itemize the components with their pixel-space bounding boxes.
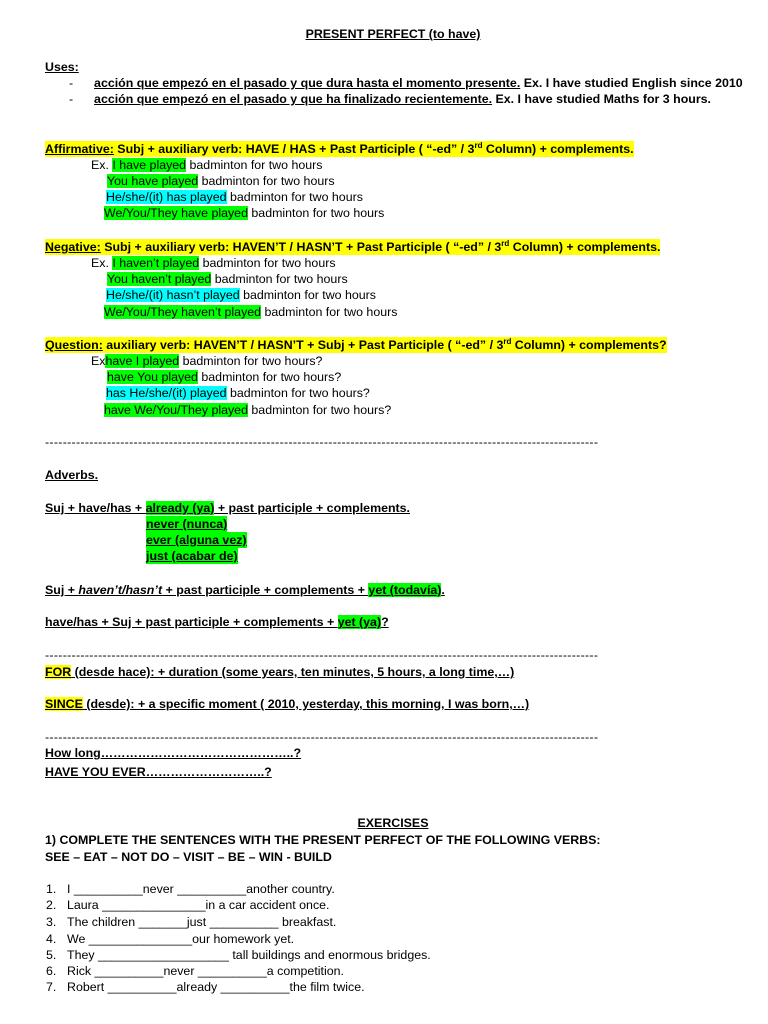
rule-1-b: + past participle + complements. — [214, 501, 411, 515]
affirmative-example-4 — [104, 205, 384, 221]
affirmative-label: Affirmative: — [45, 142, 114, 156]
exercise-text: They ___________________ tall buildings and enormous bridges. — [67, 948, 431, 962]
example-rest: badminton for two hours — [247, 206, 385, 220]
bullet: - — [69, 76, 74, 90]
exercise-text: Laura _______________in a car accident once. — [67, 898, 330, 912]
highlight: You have played — [107, 174, 199, 188]
example-rest: badminton for two hours? — [226, 386, 370, 400]
exercise-number: 1. — [46, 882, 57, 896]
highlight: has He/she/(it) played — [106, 386, 227, 400]
rule-3-a: have/has + Suj + past participle + complements + — [45, 615, 338, 629]
page-title: PRESENT PERFECT (to have) — [305, 27, 481, 41]
example-rest: badminton for two hours? — [197, 370, 342, 384]
highlight: He/she/(it) hasn’t played — [106, 288, 240, 302]
negative-sup: rd — [501, 238, 510, 248]
adverbs-rule-2 — [45, 582, 445, 598]
exercise-item — [46, 979, 365, 995]
negative-rule — [45, 239, 660, 255]
affirmative-rule-a: Subj + auxiliary verb: HAVE / HAS + Past Participle ( “-ed” / 3 — [113, 142, 475, 156]
exercise-number: 6. — [46, 964, 57, 978]
example-rest: badminton for two hours — [199, 256, 336, 270]
uses-item-2-example: Ex. I have studied Maths for 3 hours. — [492, 92, 711, 106]
example-rest: badminton for two hours — [198, 174, 335, 188]
highlight: You haven’t played — [107, 272, 212, 286]
highlight: We/You/They haven’t played — [104, 305, 262, 319]
how-long-question: How long………………………………………..? — [45, 746, 302, 760]
yet-ya-highlight: yet (ya) — [337, 615, 382, 629]
example-rest: badminton for two hours? — [247, 403, 392, 417]
exercise-item — [46, 914, 336, 930]
for-rest: (desde hace): + duration (some years, ten minutes, 5 hours, a long time,…) — [71, 665, 515, 679]
highlight: I haven’t played — [112, 256, 200, 270]
negative-example-2 — [107, 271, 348, 287]
ex-prefix: Ex. — [91, 256, 113, 270]
uses-item-1-example: Ex. I have studied English since 2010 — [520, 76, 743, 90]
highlight: He/she/(it) has played — [106, 190, 227, 204]
rule-2-c: . — [441, 583, 445, 597]
exercises-heading: EXERCISES — [357, 816, 429, 830]
question-rule-b: Column) + complements? — [511, 338, 667, 352]
highlight: have You played — [107, 370, 198, 384]
exercise-item — [46, 931, 294, 947]
example-rest: badminton for two hours — [186, 158, 323, 172]
negative-example-1 — [91, 255, 336, 271]
adverbs-heading: Adverbs. — [45, 468, 99, 482]
question-example-1 — [91, 353, 322, 369]
separator-1: ----------------------------------------------------------------------------------------------------------------------------- — [45, 435, 599, 449]
exercise-item — [46, 963, 344, 979]
bullet: - — [69, 92, 74, 106]
exercise-text: We _______________our homework yet. — [67, 932, 295, 946]
adverbs-rule-1 — [45, 500, 410, 516]
question-sup: rd — [503, 336, 512, 346]
for-rule — [45, 664, 514, 680]
example-rest: badminton for two hours — [261, 305, 398, 319]
yet-highlight: yet (todavía) — [368, 583, 442, 597]
separator-2: ----------------------------------------------------------------------------------------------------------------------------- — [45, 648, 599, 662]
negative-rule-b: Column) + complements. — [509, 240, 661, 254]
negative-example-3 — [106, 287, 376, 303]
uses-heading: Uses: — [45, 60, 79, 74]
question-rule — [45, 337, 667, 353]
negative-example-4 — [104, 304, 397, 320]
exercise-text: Rick __________never __________a competition. — [67, 964, 344, 978]
adverb-ever: ever (alguna vez) — [146, 533, 247, 547]
question-example-4 — [104, 402, 391, 418]
have-you-ever-question: HAVE YOU EVER………………………..? — [45, 765, 272, 779]
highlight: I have played — [112, 158, 187, 172]
question-rule-a: auxiliary verb: HAVEN’T / HASN’T + Subj + Past Participle ( “-ed” / 3 — [102, 338, 504, 352]
for-highlight: FOR — [45, 665, 72, 679]
exercise-text: The children _______just __________ breakfast. — [67, 915, 337, 929]
adverbs-rule-3 — [45, 614, 389, 630]
exercise-number: 5. — [46, 948, 57, 962]
exercise-number: 4. — [46, 932, 57, 946]
rule-2-b: + past participle + complements + — [162, 583, 369, 597]
rule-3-c: ? — [381, 615, 389, 629]
affirmative-example-1 — [91, 157, 322, 173]
exercise-text: I __________never __________another country. — [67, 882, 335, 896]
example-rest: badminton for two hours? — [179, 354, 323, 368]
highlight: We/You/They have played — [104, 206, 248, 220]
affirmative-rule-b: Column) + complements. — [482, 142, 634, 156]
since-rest: (desde): + a specific moment ( 2010, yesterday, this morning, I was born,…) — [82, 697, 530, 711]
question-label: Question: — [45, 338, 103, 352]
uses-item-2-text: acción que empezó en el pasado y que ha finalizado recientemente. — [94, 92, 493, 106]
negative-label: Negative: — [45, 240, 101, 254]
affirmative-example-3 — [106, 189, 363, 205]
exercise-number: 7. — [46, 980, 57, 994]
uses-item-1 — [69, 75, 743, 91]
example-rest: badminton for two hours — [226, 190, 363, 204]
exercise-item — [46, 881, 335, 897]
highlight: have I played — [105, 354, 180, 368]
since-highlight: SINCE — [45, 697, 83, 711]
question-example-3 — [106, 385, 370, 401]
uses-item-1-text: acción que empezó en el pasado y que dura hasta el momento presente. — [94, 76, 521, 90]
rule-1-a: Suj + have/has + — [45, 501, 146, 515]
rule-2-a: Suj + — [45, 583, 79, 597]
example-rest: badminton for two hours — [211, 272, 348, 286]
separator-3: ----------------------------------------------------------------------------------------------------------------------------- — [45, 730, 599, 744]
exercises-verbs: SEE – EAT – NOT DO – VISIT – BE – WIN - BUILD — [45, 850, 332, 864]
ex-prefix: Ex — [91, 354, 106, 368]
negative-rule-a: Subj + auxiliary verb: HAVEN’T / HASN’T + Past Participle ( “-ed” / 3 — [100, 240, 502, 254]
affirmative-rule — [45, 141, 634, 157]
ex-prefix: Ex. — [91, 158, 113, 172]
exercise-item — [46, 897, 329, 913]
highlight: have We/You/They played — [104, 403, 248, 417]
exercise-number: 2. — [46, 898, 57, 912]
adverb-just: just (acabar de) — [146, 549, 238, 563]
affirmative-example-2 — [107, 173, 335, 189]
adverb-never: never (nunca) — [146, 517, 228, 531]
uses-item-2 — [69, 91, 711, 107]
exercise-text: Robert __________already __________the film twice. — [67, 980, 365, 994]
example-rest: badminton for two hours — [239, 288, 376, 302]
question-example-2 — [107, 369, 341, 385]
rule-2-italic: haven’t/hasn’t — [78, 583, 163, 597]
affirmative-sup: rd — [474, 140, 483, 150]
exercise-item — [46, 947, 431, 963]
exercise-number: 3. — [46, 915, 57, 929]
already-highlight: already (ya) — [145, 501, 215, 515]
since-rule — [45, 696, 529, 712]
exercises-instruction: 1) COMPLETE THE SENTENCES WITH THE PRESENT PERFECT OF THE FOLLOWING VERBS: — [45, 833, 601, 847]
